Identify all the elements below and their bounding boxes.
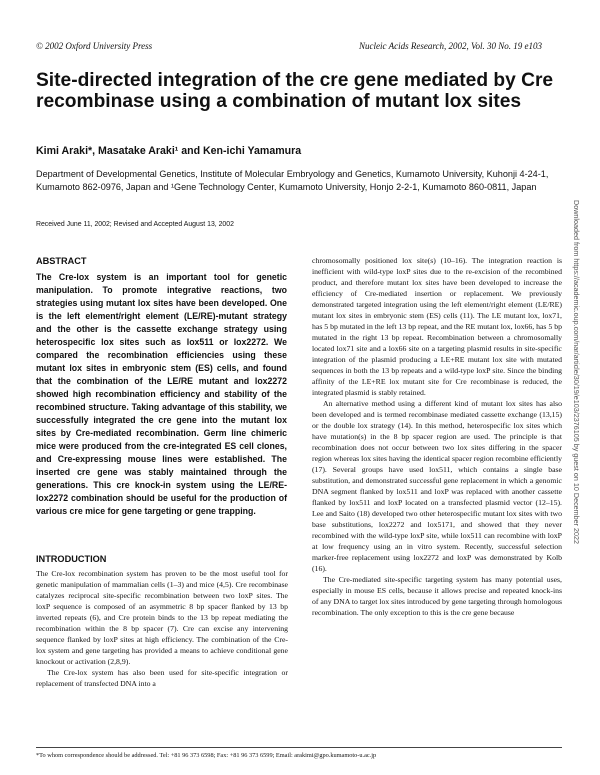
correspondence-footnote: *To whom correspondence should be addressed. Tel: +81 96 373 6598; Fax: +81 96 373 6599; Email: arakimi@gpo.kumamoto-u.ac.jp bbox=[36, 752, 377, 759]
footnote-rule bbox=[36, 747, 562, 748]
download-watermark: Downloaded from https://academic.oup.com/nar/article/30/19/e103/2376105 by guest on 10 December 2022 bbox=[572, 200, 581, 545]
abstract-text: The Cre-lox system is an important tool for genetic manipulation. To promote integrative reactions, two strategies using mutant lox sites have been developed. One is the left element/right element (LE/RE)-mutant strategy and the other is the cassette exchange strategy using heterospecific lox sites such as lox511 or lox2272. We compared the recombination efficiencies using these mutant lox sites in embryonic stem (ES) cells, and found that the combination of the LE/RE mutant and lox2272 showed high recombination efficiency and stability of the recombined structure. Taking advantage of this stability, we successfully integrated the cre gene into the mutant lox sites by Cre-mediated recombination. Germ line chimeric mice were produced from the cre-integrated ES cell clones, and Cre-expressing mouse lines were established. The inserted cre gene was stably maintained through the generations. This cre knock-in system using the LE/RE-lox2272 combination should be useful for the production of various cre mice for gene targeting or gene trapping. bbox=[36, 272, 287, 516]
body-paragraph: chromosomally positioned lox site(s) (10–16). The integration reaction is inefficient with wild-type loxP sites due to the re-excision of the recombined product, and therefore mutant lox sites have been developed to increase the efficiency of Cre-mediated insertion or replacement. We previously demonstrated targeted integration using the left element/right element (LE/RE) mutant lox sites in embryonic stem (ES) cells (11). The LE mutant lox, lox71, has 5 bp mutated in the left 13 bp repeat, and the RE mutant lox, lox66, has 5 bp mutated in the right 13 bp repeat. Recombination between a chromosomally located lox71 site and a lox66 site on a targeting plasmid results in site-specific integration of the plasmid producing a LE+RE mutant lox site with mutated sequences in both the 13 bp repeats and a wild-type loxP site. Since the binding affinity of the LE+RE lox mutant site for Cre recombinase is reduced, the integrated plasmid is stably retained. bbox=[312, 256, 562, 397]
abstract-heading: ABSTRACT bbox=[36, 256, 87, 266]
body-paragraph: The Cre-mediated site-specific targeting system has many potential uses, especially in mouse ES cells, because it allows precise and repeated knock-ins of any DNA to target lox sites introduced by gene targeting through homologous recombination. The only exception to this is the cre gene because bbox=[312, 575, 562, 617]
introduction-heading: INTRODUCTION bbox=[36, 554, 107, 564]
received-dates: Received June 11, 2002; Revised and Accepted August 13, 2002 bbox=[36, 221, 234, 228]
author-list: Kimi Araki*, Masatake Araki¹ and Ken-ichi Yamamura bbox=[36, 145, 302, 157]
journal-copyright: © 2002 Oxford University Press bbox=[36, 41, 153, 51]
journal-citation: Nucleic Acids Research, 2002, Vol. 30 No. 19 e103 bbox=[359, 41, 542, 51]
introduction-body bbox=[36, 568, 288, 689]
intro-paragraph: The Cre-lox system has also been used for site-specific integration or replacement of transfected DNA into a bbox=[36, 668, 288, 688]
article-title: Site-directed integration of the cre gene mediated by Cre recombinase using a combination of mutant lox sites bbox=[36, 70, 554, 112]
right-column-body bbox=[312, 255, 562, 618]
intro-paragraph: The Cre-lox recombination system has proven to be the most useful tool for genetic manipulation of mammalian cells (1–3) and mice (4,5). Cre recombinase catalyzes reciprocal site-specific recombination between two loxP sites. The loxP sequence is composed of an asymmetric 8 bp spacer flanked by 13 bp inverted repeats (6), and Cre protein binds to the 13 bp repeat mediating the recombination within the 8 bp spacer (7). Cre can excise any intervening sequence flanked by loxP sites at high efficiency. The combination of the Cre-lox system and gene targeting has provided a means to achieve conditional gene knockout or activation (2,8,9). bbox=[36, 569, 288, 666]
body-paragraph: An alternative method using a different kind of mutant lox sites has also been developed and is termed recombinase mediated cassette exchange (13,15) or the double lox strategy (14). In this method, heterospecific lox sites which have mutation(s) in the 8 bp spacer region are used. The principle is that recombination does not occur between two lox sites differing in the spacer region whereas lox sites having the identical spacer region recombine efficiently (17). Several groups have used lox511, which contains a single base substitution, and demonstrated successful gene replacement in which a genomic DNA segment flanked by lox511 and loxP was replaced with another cassette flanked by lox511 and loxP located on a transfected plasmid vector (12–15). Lee and Saito (18) developed two other heterospecific mutant lox sites with two base substitutions, lox2272 and lox5171, and showed that they never recombined with the wild-type loxP site, while lox511 can recombine with loxP at low frequency using an in vitro system. Recently, successful selection marker-free replacement using lox2272 and loxP was demonstrated by Kolb (16). bbox=[312, 399, 562, 573]
affiliation: Department of Developmental Genetics, Institute of Molecular Embryology and Genetics, Kumamoto University, Kuhonji 4-24-1, Kumamoto 862-0976, Japan and ¹Gene Technology Center, Kumamoto University, Honjo 2-2-1, Kumamoto 860-0811, Japan bbox=[36, 169, 549, 192]
